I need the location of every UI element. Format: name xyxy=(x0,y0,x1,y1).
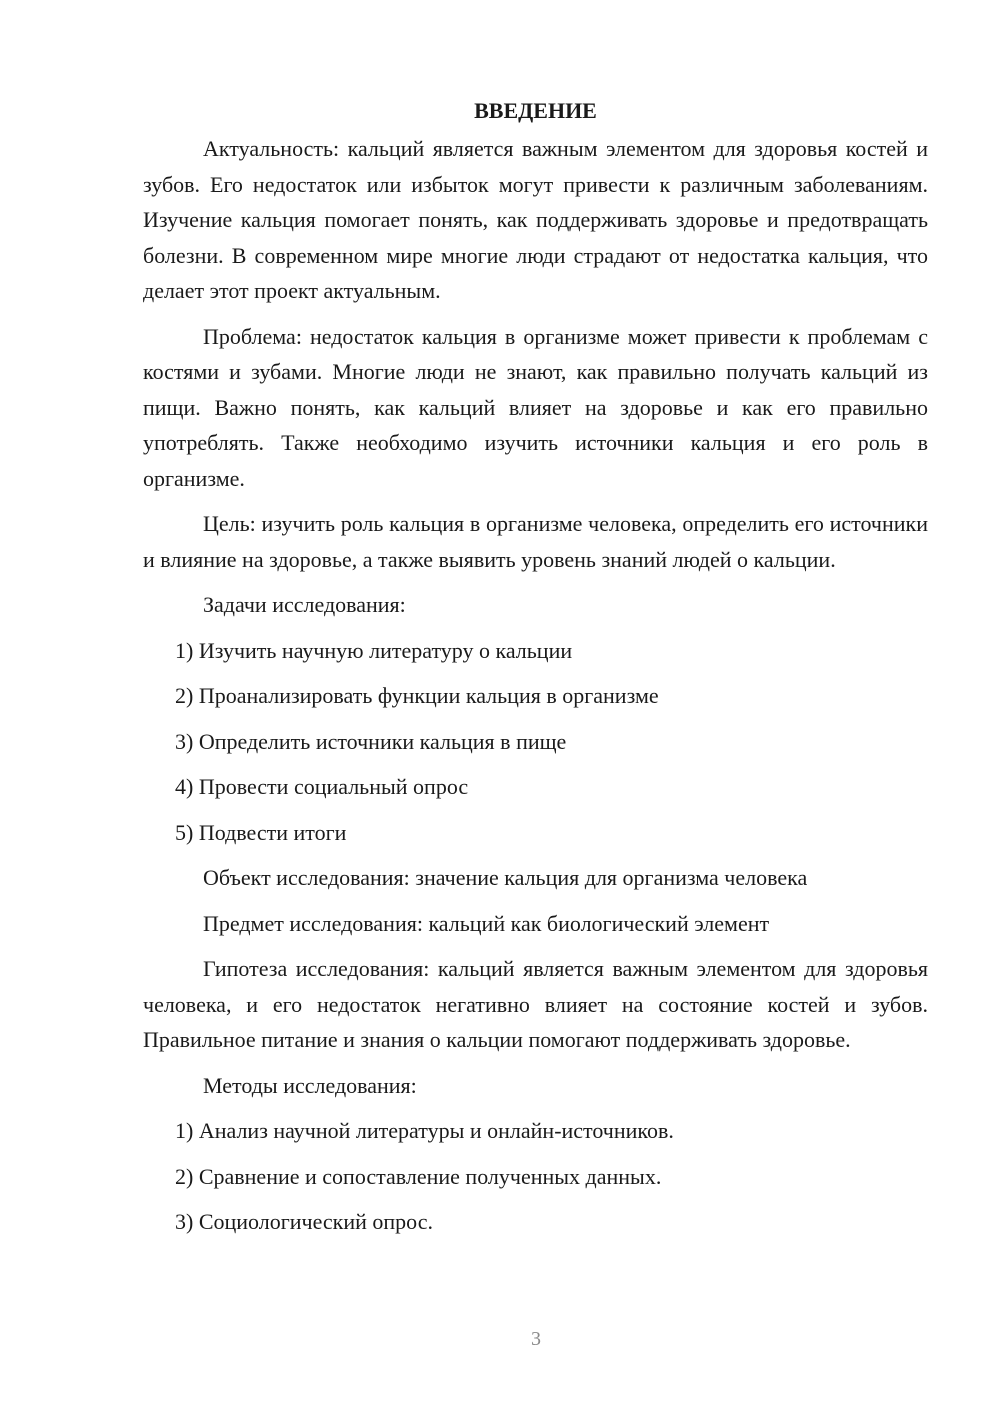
object-paragraph: Объект исследования: значение кальция для организма человека xyxy=(203,865,808,890)
hypothesis-paragraph: Гипотеза исследования: кальций является важным элементом для здоровья человека, и его недостаток негативно влияет на состояние костей и зубов. Правильное питание и знания о кальции помогают поддерживать здоровье. xyxy=(143,956,928,1052)
methods-heading: Методы исследования: xyxy=(203,1072,417,1098)
problem-paragraph: Проблема: недостаток кальция в организме может привести к проблемам с костями и зубами. Многие люди не знают, как правильно получать кальций из пищи. Важно понять, как кальций влияет на здоровье и как его правильно употреблять. Также необходимо изучить источники кальция и его роль в организме. xyxy=(143,323,928,491)
page-number: 3 xyxy=(531,1328,541,1350)
page-content xyxy=(143,93,928,1250)
section-title: ВВЕДЕНИЕ xyxy=(474,98,597,123)
method-item: 2) Сравнение и сопоставление полученных данных. xyxy=(175,1163,662,1189)
task-item: 4) Провести социальный опрос xyxy=(175,774,469,799)
task-item: 2) Проанализировать функции кальция в организме xyxy=(175,683,659,708)
task-item: 3) Определить источники кальция в пище xyxy=(175,728,567,754)
task-item: 1) Изучить научную литературу о кальции xyxy=(175,637,573,663)
method-item: 3) Социологический опрос. xyxy=(175,1209,433,1234)
method-item: 1) Анализ научной литературы и онлайн-источников. xyxy=(175,1118,674,1143)
tasks-heading: Задачи исследования: xyxy=(203,592,406,617)
goal-paragraph: Цель: изучить роль кальция в организме человека, определить его источники и влияние на здоровье, а также выявить уровень знаний людей о кальции. xyxy=(143,511,928,572)
task-item: 5) Подвести итоги xyxy=(175,819,347,845)
relevance-paragraph: Актуальность: кальций является важным элементом для здоровья костей и зубов. Его недостаток или избыток могут привести к различным заболеваниям. Изучение кальция помогает понять, как поддерживать здоровье и предотвращать болезни. В современном мире многие люди страдают от недостатка кальция, что делает этот проект актуальным. xyxy=(143,136,928,303)
subject-paragraph: Предмет исследования: кальций как биологический элемент xyxy=(203,910,770,936)
